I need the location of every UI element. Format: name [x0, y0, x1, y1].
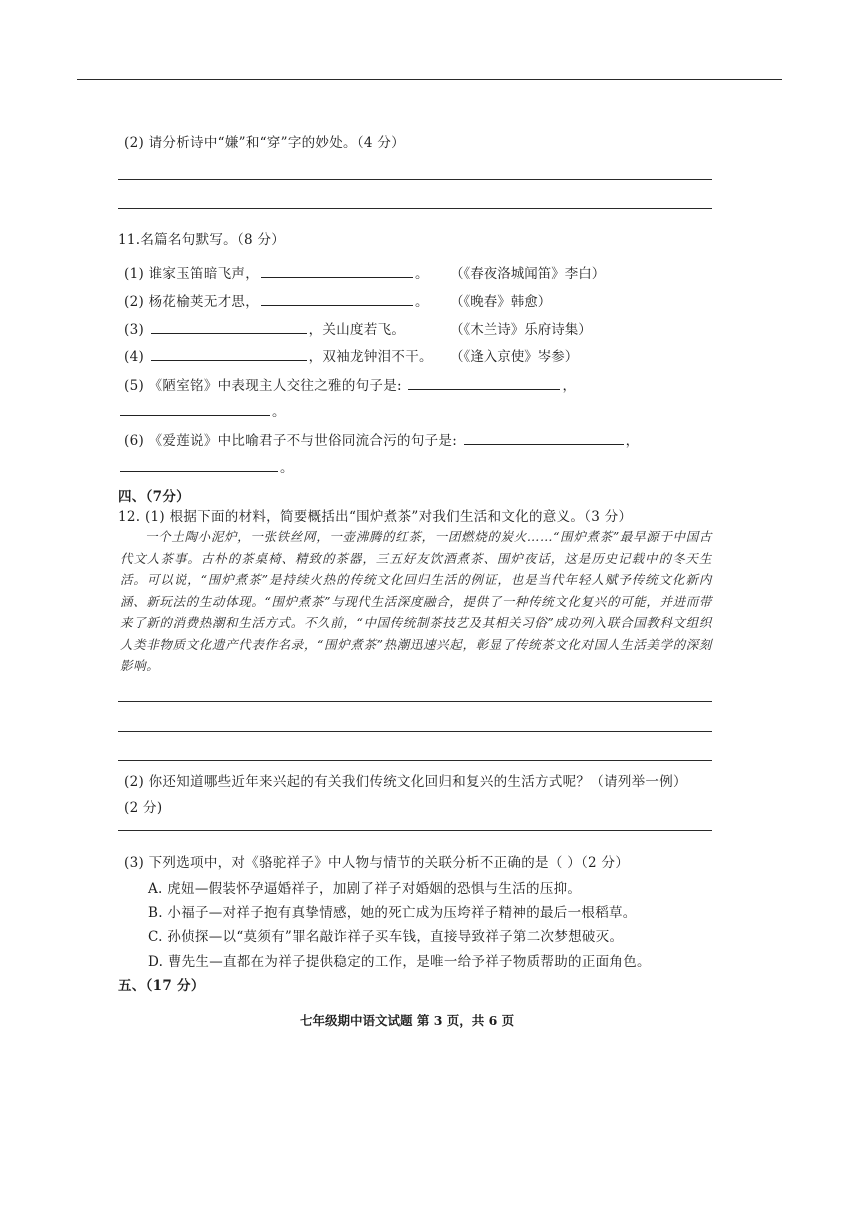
- answer-line: [118, 701, 712, 702]
- fill-blank[interactable]: [261, 263, 413, 278]
- fill-blank[interactable]: [464, 430, 624, 445]
- q11-item-6: [124, 429, 639, 449]
- answer-line: [118, 179, 712, 180]
- fill-blank[interactable]: [151, 319, 307, 334]
- fill-blank[interactable]: [120, 457, 278, 472]
- top-rule: [77, 79, 782, 80]
- item-number: (4): [124, 349, 145, 365]
- item-number: (2): [124, 294, 145, 310]
- question-12-3: (3) 下列选项中，对《骆驼祥子》中人物与情节的关联分析不正确的是（ ）（2 分）: [124, 855, 630, 871]
- item-post: ，双袖龙钟泪不干。: [308, 349, 433, 365]
- item-end: 。: [280, 460, 294, 476]
- question-12-2-score: (2 分): [124, 800, 163, 816]
- answer-line: [118, 208, 712, 209]
- fill-blank[interactable]: [261, 291, 413, 306]
- question-12-1: 12. (1) 根据下面的材料，简要概括出“围炉煮茶”对我们生活和文化的意义。（3 分）: [118, 509, 633, 525]
- q11-item-4: [124, 345, 433, 365]
- answer-line: [118, 760, 712, 761]
- option-b: B. 小福子—对祥子抱有真挚情感，她的死亡成为压垮祥子精神的最后一根稻草。: [148, 905, 637, 921]
- option-a: A. 虎妞—假装怀孕逼婚祥子，加剧了祥子对婚姻的恐惧与生活的压抑。: [148, 881, 582, 897]
- q11-item-3: [124, 318, 405, 338]
- material-text: 一个土陶小泥炉，一张铁丝网，一壶沸腾的红茶，一团燃烧的炭火……“围炉煮茶”最早源于中国古代文人茶事。古朴的茶桌椅、精致的茶器，三五好友饮酒煮茶、围炉夜话，这是历史记载中的冬天生活。可以说，“围炉煮茶”是持续火热的传统文化回归生活的例证，也是当代年轻人赋予传统文化新内涵、新玩法的生动体现。“围炉煮茶”与现代生活深度融合，提供了一种传统文化复兴的可能，并进而带来了新的消费热潮和生活方式。不久前，“中国传统制茶技艺及其相关习俗”成功列入联合国教科文组织人类非物质文化遗产代表作名录，“围炉煮茶”热潮迅速兴起，彰显了传统茶文化对国人生活美学的深刻影响。: [120, 529, 712, 673]
- item-text: (6) 《爱莲说》中比喻君子不与世俗同流合污的句子是:: [124, 433, 458, 449]
- q11-item-2: [124, 290, 429, 310]
- answer-line: [118, 731, 712, 732]
- q11-item-1: [124, 262, 429, 282]
- option-d: D. 曹先生—直都在为祥子提供稳定的工作，是唯一给予祥子物质帮助的正面角色。: [148, 954, 651, 970]
- item-pre: 谁家玉笛暗飞声，: [148, 266, 260, 282]
- q11-source-4: （《逢入京使》岑参）: [450, 349, 579, 365]
- page-footer: 七年级期中语文试题 第 3 页，共 6 页: [300, 1013, 515, 1028]
- item-post: 。: [415, 266, 429, 282]
- q11-item-6-cont: [118, 456, 294, 476]
- section-4-heading: 四、（7分）: [118, 489, 190, 505]
- item-comma: ，: [562, 378, 577, 394]
- option-c: C. 孙侦探—以“莫须有”罪名敲诈祥子买车钱，直接导致祥子第二次梦想破灭。: [148, 929, 624, 945]
- fill-blank[interactable]: [120, 401, 270, 416]
- question-10-2: (2) 请分析诗中“嫌”和“穿”字的妙处。（4 分）: [124, 135, 405, 151]
- section-5-heading: 五、（17 分）: [118, 978, 205, 994]
- q11-item-5: [124, 374, 576, 394]
- item-number: (3): [124, 322, 145, 338]
- item-end: 。: [272, 404, 286, 420]
- item-post: 。: [415, 294, 429, 310]
- item-text: (5) 《陋室铭》中表现主人交往之雅的句子是:: [124, 378, 402, 394]
- question-11-heading: 11.名篇名句默写。（8 分）: [118, 232, 286, 248]
- item-number: (1): [124, 266, 145, 282]
- fill-blank[interactable]: [151, 346, 307, 361]
- question-12-2: (2) 你还知道哪些近年来兴起的有关我们传统文化回归和复兴的生活方式呢？（请列举一例）: [124, 774, 687, 790]
- q11-source-1: （《春夜洛城闻笛》李白）: [450, 266, 606, 282]
- answer-line: [118, 830, 712, 831]
- q11-source-2: （《晚春》韩愈）: [450, 294, 552, 310]
- q11-item-5-cont: [118, 400, 286, 420]
- material-passage: [120, 526, 712, 677]
- q11-source-3: （《木兰诗》乐府诗集）: [450, 322, 592, 338]
- fill-blank[interactable]: [408, 375, 560, 390]
- item-pre: 杨花榆荚无才思，: [148, 294, 260, 310]
- item-comma: ，: [625, 433, 640, 449]
- item-post: ，关山度若飞。: [308, 322, 406, 338]
